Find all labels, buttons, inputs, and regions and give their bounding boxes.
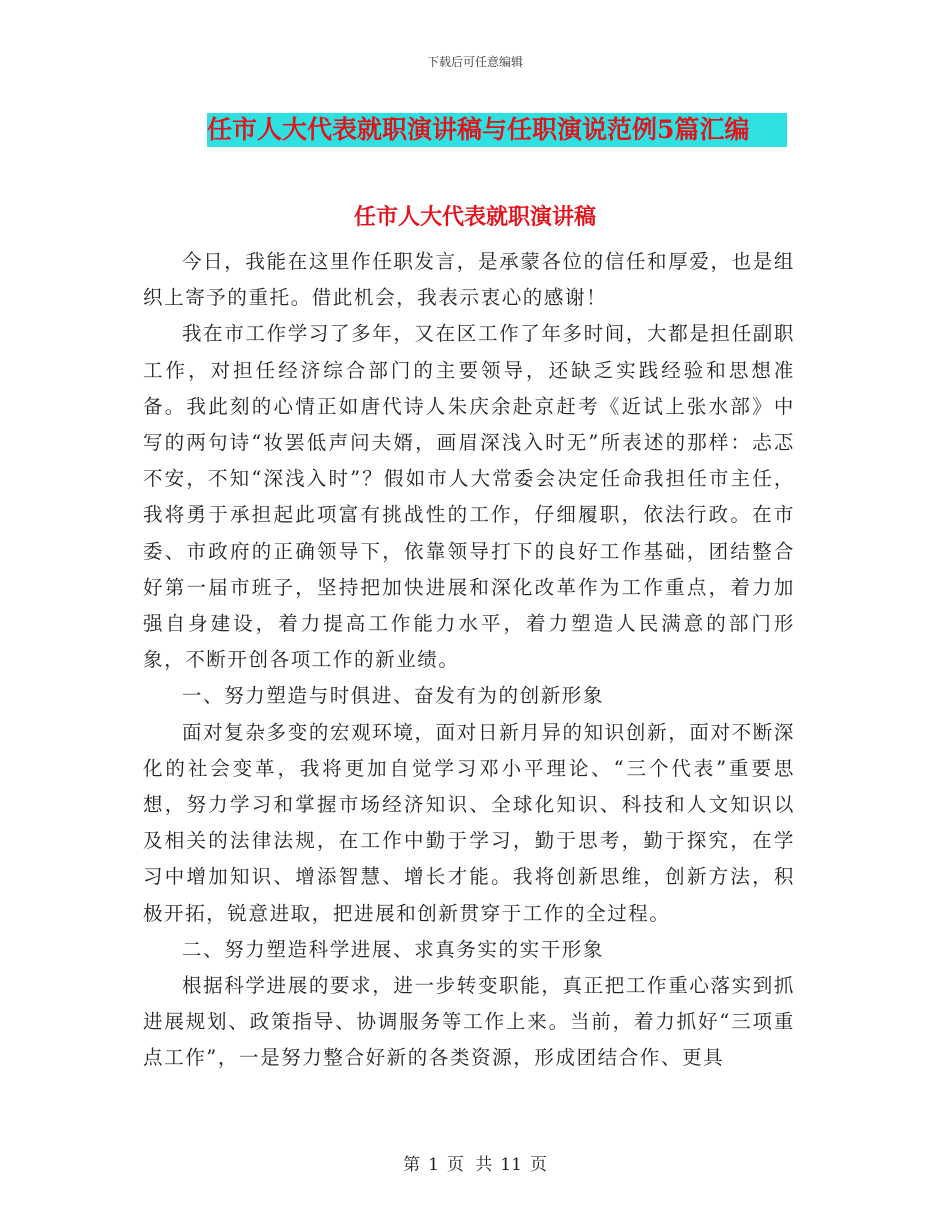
section-title: 任市人大代表就职演讲稿	[353, 204, 596, 230]
page-label-suffix: 页	[529, 1155, 547, 1175]
page-footer	[0, 1150, 950, 1175]
document-body	[143, 244, 795, 1077]
section-heading: 二、努力塑造科学进展、求真务实的实干形象	[182, 937, 605, 961]
paragraph: 我在市工作学习了多年，又在区工作了年多时间，大都是担任副职工作，对担任经济综合部门的主要领导，还缺乏实践经验和思想准备。我此刻的心情正如唐代诗人朱庆余赴京赶考《近试上张水部》中写的两句诗“妆罢低声问夫婿，画眉深浅入时无”所表述的那样：忐忑不安，不知“深浅入时”？假如市人大常委会决定任命我担任市主任，我将勇于承担起此项富有挑战性的工作，仔细履职，依法行政。在市委、市政府的正确领导下，依靠领导打下的良好工作基础，团结整合好第一届市班子，坚持把加快进展和深化改革作为工作重点，着力加强自身建设，着力提高工作能力水平，着力塑造人民满意的部门形象，不断开创各项工作的新业绩。	[143, 322, 795, 672]
total-pages: 11	[500, 1155, 522, 1175]
page-label-mid: 页 共	[446, 1155, 493, 1175]
section-heading: 一、努力塑造与时俱进、奋发有为的创新形象	[182, 684, 605, 708]
paragraph: 今日，我能在这里作任职发言，是承蒙各位的信任和厚爱，也是组织上寄予的重托。借此机会，我表示衷心的感谢！	[143, 250, 795, 310]
paragraph: 根据科学进展的要求，进一步转变职能，真正把工作重心落实到抓进展规划、政策指导、协调服务等工作上来。当前，着力抓好“三项重点工作”，一是努力整合好新的各类资源，形成团结合作、更具	[143, 974, 795, 1070]
page-number: 1	[428, 1155, 439, 1175]
document-title: 任市人大代表就职演讲稿与任职演说范例5篇汇编	[207, 115, 750, 144]
paragraph: 面对复杂多变的宏观环境，面对日新月异的知识创新，面对不断深化的社会变革，我将更加自觉学习邓小平理论、“三个代表”重要思想，努力学习和掌握市场经济知识、全球化知识、科技和人文知识以及相关的法律法规，在工作中勤于学习，勤于思考，勤于探究，在学习中增加知识、增添智慧、增长才能。我将创新思维，创新方法，积极开拓，锐意进取，把进展和创新贯穿于工作的全过程。	[143, 720, 795, 925]
page-label-prefix: 第	[403, 1155, 421, 1175]
header-note: 下载后可任意编辑	[426, 55, 523, 69]
